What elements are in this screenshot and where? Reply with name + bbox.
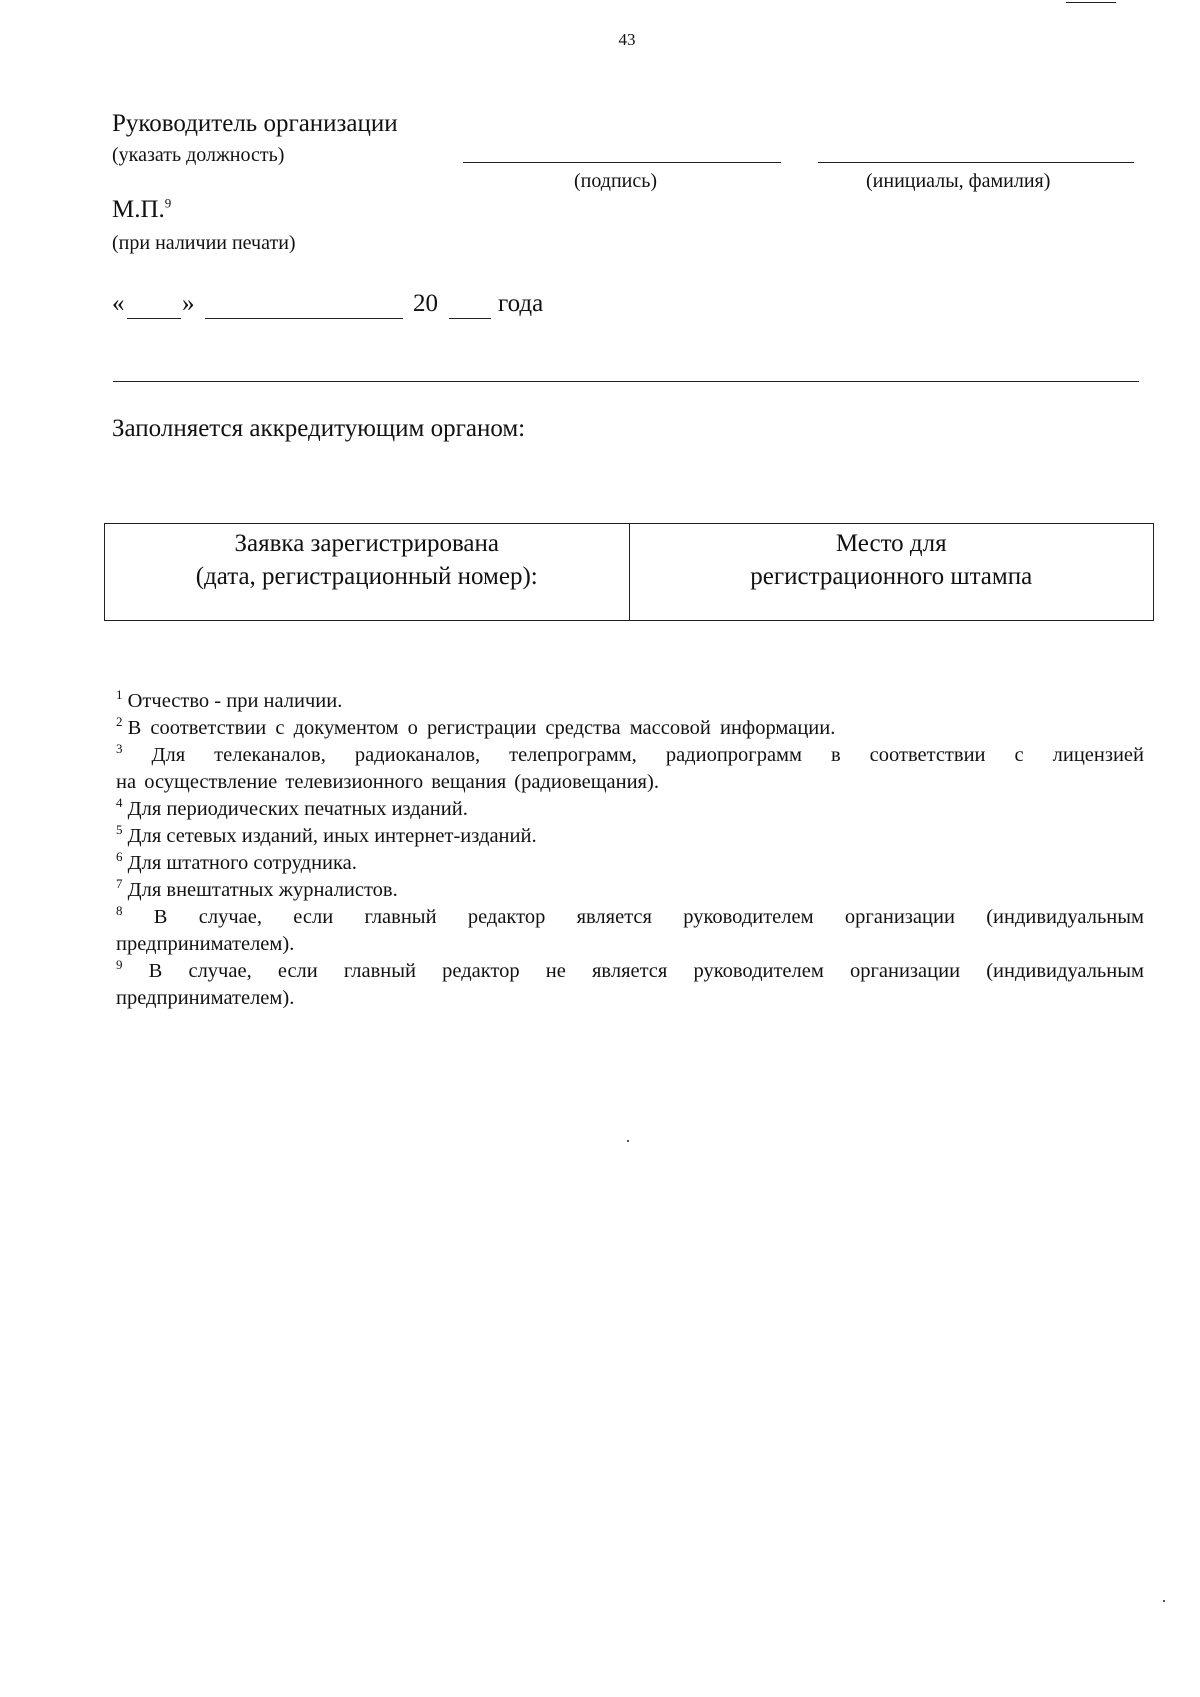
- signature-caption: (подпись): [574, 170, 658, 192]
- footnote-text: Для штатного сотрудника.: [127, 852, 357, 874]
- signature-line[interactable]: [463, 162, 781, 163]
- footnote-text: предпринимателем).: [116, 933, 295, 955]
- seal-label: М.П.: [112, 196, 165, 223]
- scan-edge-mark: [1066, 2, 1116, 3]
- scan-speck: [627, 1140, 629, 1142]
- footnote-text: Для телеканалов, радиоканалов, телепрограмм, радиопрограмм в соответствии с лицензией: [151, 744, 1144, 766]
- footnote-9: [116, 958, 1144, 985]
- footnote-text: Для сетевых изданий, иных интернет-изданий.: [127, 825, 537, 847]
- footnote-ref: 4: [116, 795, 123, 811]
- footnote-2: [116, 715, 1144, 742]
- footnote-6: [116, 850, 1144, 877]
- head-label: Руководитель организации: [112, 110, 398, 137]
- date-close-quote: »: [182, 290, 195, 317]
- name-line[interactable]: [818, 162, 1134, 163]
- footnote-8: [116, 904, 1144, 931]
- page-number: 43: [618, 30, 636, 49]
- authority-heading: Заполняется аккредитующим органом:: [112, 415, 526, 442]
- footnote-text: В соответствии с документом о регистрации средства массовой информации.: [127, 717, 836, 739]
- year-prefix: 20: [413, 290, 438, 317]
- stamp-line-2: регистрационного штампа: [750, 563, 1033, 590]
- stamp-cell[interactable]: [629, 524, 1154, 621]
- footnote-text: Отчество - при наличии.: [127, 690, 343, 712]
- footnote-ref: 8: [116, 903, 123, 919]
- footnote-ref: 9: [116, 957, 123, 973]
- footnote-4: [116, 796, 1144, 823]
- month-field[interactable]: [205, 318, 403, 319]
- footnote-5: [116, 823, 1144, 850]
- footnote-3-cont: [116, 769, 1144, 796]
- footnote-text: на осуществление телевизионного вещания (радиовещания).: [116, 771, 659, 793]
- footnote-ref: 1: [116, 687, 123, 703]
- scan-speck: [1163, 1600, 1165, 1602]
- footnote-9-cont: [116, 985, 1144, 1012]
- footnote-7: [116, 877, 1144, 904]
- name-caption: (инициалы, фамилия): [866, 170, 1051, 192]
- seal-hint: (при наличии печати): [112, 232, 296, 254]
- position-hint: (указать должность): [112, 144, 285, 166]
- stamp-line-1: Место для: [835, 530, 947, 557]
- footnote-text: Для периодических печатных изданий.: [127, 798, 468, 820]
- footnote-text: В случае, если главный редактор не является руководителем организации (индивидуальным: [148, 960, 1144, 982]
- footnote-text: Для внештатных журналистов.: [127, 879, 398, 901]
- footnote-ref: 3: [116, 741, 123, 757]
- seal-footnote-ref: 9: [164, 195, 172, 211]
- footnote-3: [116, 742, 1144, 769]
- footnote-ref: 5: [116, 822, 123, 838]
- footnote-text: предпринимателем).: [116, 987, 295, 1009]
- year-suffix: года: [498, 290, 544, 317]
- footnote-ref: 6: [116, 849, 123, 865]
- registration-line-2: (дата, регистрационный номер):: [195, 563, 538, 590]
- registration-cell[interactable]: [105, 524, 630, 621]
- registration-line-1: Заявка зарегистрирована: [234, 530, 499, 557]
- footnote-8-cont: [116, 931, 1144, 958]
- year-field[interactable]: [449, 318, 491, 319]
- footnote-1: [116, 688, 1144, 715]
- section-divider: [113, 381, 1139, 382]
- day-field[interactable]: [127, 318, 181, 319]
- footnotes: [116, 688, 1144, 1012]
- footnote-ref: 7: [116, 876, 123, 892]
- registration-table: [104, 523, 1154, 621]
- seal-label-wrap: [112, 196, 171, 224]
- footnote-text: В случае, если главный редактор является руководителем организации (индивидуальным: [153, 906, 1145, 928]
- date-open-quote: «: [112, 290, 125, 317]
- footnote-ref: 2: [116, 714, 123, 730]
